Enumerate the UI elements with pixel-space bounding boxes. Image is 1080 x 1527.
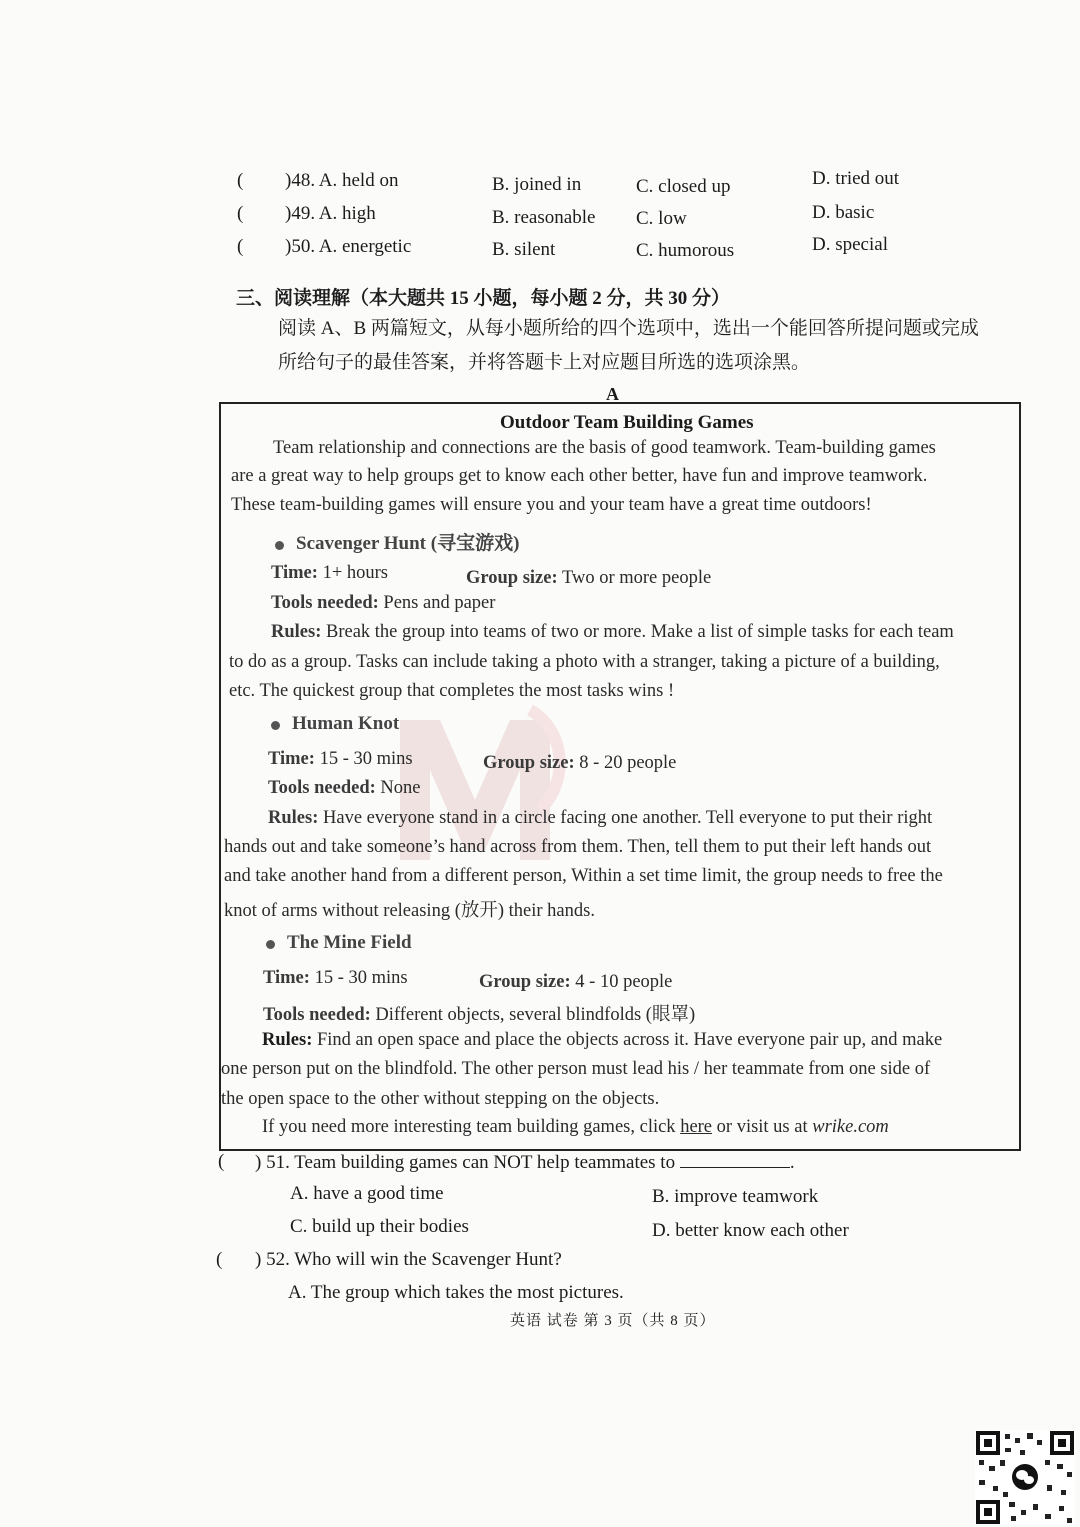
time-label: Time: xyxy=(268,749,315,769)
game-rules xyxy=(271,622,954,643)
option-c: C. humorous xyxy=(636,240,735,261)
bullet-icon xyxy=(275,541,284,550)
game-group-size xyxy=(466,568,711,589)
game-group-size xyxy=(483,753,676,774)
answer-paren: ( xyxy=(237,236,244,257)
bullet-icon xyxy=(271,721,280,730)
intro-text: These team-building games will ensure you and your team have a great time outdoors! xyxy=(231,495,872,515)
bullet-icon xyxy=(266,940,275,949)
answer-paren: ( xyxy=(216,1249,223,1270)
option-d: D. special xyxy=(812,234,888,255)
option-a: )49. A. high xyxy=(285,203,376,224)
group-size-value: 4 - 10 people xyxy=(575,972,673,992)
option-a: A. have a good time xyxy=(290,1183,444,1204)
tools-value: Pens and paper xyxy=(383,593,496,613)
intro-text: Team relationship and connections are the basis of good teamwork. Team-building games xyxy=(273,438,936,458)
option-b: B. reasonable xyxy=(492,207,596,228)
closing-text: or visit us at xyxy=(712,1117,813,1137)
rules-text: Have everyone stand in a circle facing one another. Tell everyone to put their right xyxy=(323,808,933,828)
game-group-size xyxy=(479,972,672,993)
time-label: Time: xyxy=(271,563,318,583)
tools-value: Different objects, several blindfolds (眼罩) xyxy=(375,1005,696,1025)
passage-title: Outdoor Team Building Games xyxy=(500,412,754,433)
question-52-stem: ) 52. Who will win the Scavenger Hunt? xyxy=(255,1249,562,1270)
question-end: . xyxy=(789,1152,795,1173)
rules-label: Rules: xyxy=(268,808,319,828)
option-a: A. The group which takes the most pictures. xyxy=(288,1282,624,1303)
rules-text: to do as a group. Tasks can include taking a photo with a stranger, taking a picture of a building, xyxy=(229,652,940,672)
option-d: D. tried out xyxy=(812,168,900,189)
game-name: Scavenger Hunt (寻宝游戏) xyxy=(296,533,520,554)
question-text: ) 51. Team building games can NOT help teammates to xyxy=(255,1152,676,1173)
group-size-value: 8 - 20 people xyxy=(579,753,677,773)
option-c: C. closed up xyxy=(636,176,731,197)
option-a: )50. A. energetic xyxy=(285,236,412,257)
game-name: The Mine Field xyxy=(287,932,412,953)
option-b: B. improve teamwork xyxy=(652,1186,819,1207)
game-time xyxy=(263,968,408,989)
game-rules xyxy=(268,808,932,829)
time-value: 15 - 30 mins xyxy=(314,968,408,988)
page-footer: 英语 试卷 第 3 页（共 8 页） xyxy=(510,1313,716,1329)
closing-line xyxy=(262,1117,889,1138)
option-d: D. better know each other xyxy=(652,1220,849,1241)
game-time xyxy=(271,563,388,584)
game-rules xyxy=(262,1030,942,1051)
rules-text: knot of arms without releasing (放开) their hands. xyxy=(224,901,595,921)
option-c: C. low xyxy=(636,208,687,229)
group-size-label: Group size: xyxy=(483,753,575,773)
tools-value: None xyxy=(380,778,421,798)
rules-text: hands out and take someone’s hand across from them. Then, tell them to put their left hands out xyxy=(224,837,932,857)
rules-text: etc. The quickest group that completes the most tasks wins ! xyxy=(229,681,675,701)
game-time xyxy=(268,749,413,770)
section-heading: 三、阅读理解（本大题共 15 小题，每小题 2 分，共 30 分） xyxy=(236,288,731,309)
answer-paren: ( xyxy=(218,1151,225,1172)
closing-text: If you need more interesting team building games, click xyxy=(262,1117,681,1137)
answer-blank xyxy=(680,1151,790,1168)
option-b: B. silent xyxy=(492,239,556,260)
game-tools xyxy=(263,1000,695,1026)
tools-label: Tools needed: xyxy=(271,593,379,613)
game-heading xyxy=(266,932,412,954)
rules-label: Rules: xyxy=(271,622,322,642)
website-link[interactable]: wrike.com xyxy=(812,1117,889,1137)
game-tools xyxy=(268,778,420,799)
qr-code-icon xyxy=(975,1430,1075,1525)
here-link[interactable]: here xyxy=(680,1117,713,1137)
game-name: Human Knot xyxy=(292,713,400,734)
tools-label: Tools needed: xyxy=(263,1005,371,1025)
option-a: )48. A. held on xyxy=(285,170,399,191)
section-instruction: 所给句子的最佳答案，并将答题卡上对应题目所选的选项涂黑。 xyxy=(278,352,811,373)
section-instruction: 阅读 A、B 两篇短文，从每小题所给的四个选项中，选出一个能回答所提问题或完成 xyxy=(278,318,979,339)
option-b: B. joined in xyxy=(492,174,582,195)
passage-letter: A xyxy=(606,384,619,404)
time-label: Time: xyxy=(263,968,310,988)
answer-paren: ( xyxy=(237,170,244,191)
rules-label: Rules: xyxy=(262,1030,313,1050)
rules-text: the open space to the other without stepping on the objects. xyxy=(221,1089,660,1109)
rules-text: and take another hand from a different person, Within a set time limit, the group needs to free the xyxy=(224,866,943,886)
rules-text: Break the group into teams of two or more. Make a list of simple tasks for each team xyxy=(326,622,954,642)
rules-text: one person put on the blindfold. The other person must lead his / her teammate from one side of xyxy=(221,1059,931,1079)
game-tools xyxy=(271,593,495,614)
time-value: 1+ hours xyxy=(322,563,388,583)
tools-label: Tools needed: xyxy=(268,778,376,798)
question-51-stem xyxy=(255,1151,795,1174)
game-heading xyxy=(271,713,399,735)
time-value: 15 - 30 mins xyxy=(319,749,413,769)
option-d: D. basic xyxy=(812,202,875,223)
game-heading xyxy=(275,528,519,555)
rules-text: Find an open space and place the objects across it. Have everyone pair up, and make xyxy=(317,1030,943,1050)
intro-text: are a great way to help groups get to know each other better, have fun and improve teamwork. xyxy=(231,466,928,486)
answer-paren: ( xyxy=(237,203,244,224)
group-size-value: Two or more people xyxy=(561,568,712,588)
option-c: C. build up their bodies xyxy=(290,1216,469,1237)
group-size-label: Group size: xyxy=(466,568,558,588)
group-size-label: Group size: xyxy=(479,972,571,992)
